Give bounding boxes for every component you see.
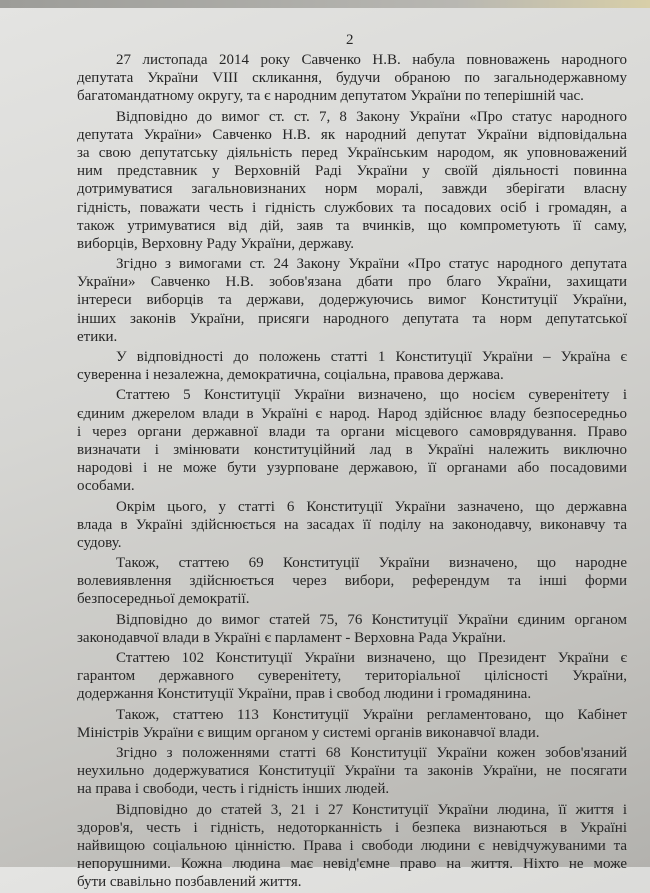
text-line: багатомандатному округу, та є народним депутатом України по теперішній час. [77, 88, 584, 105]
paragraph [77, 386, 627, 495]
text-line: влада в Україні здійснюється на засадах її поділу на законодавчу, виконавчу та [77, 516, 627, 533]
text-line: У відповідності до положень статті 1 Конституції України – Україна є [116, 349, 627, 365]
paragraph [77, 51, 627, 106]
text-line: Згідно з положеннями статті 68 Конституції України кожен зобов'язаний [116, 744, 627, 761]
text-line: на права і свободи, честь і гідність інших людей. [77, 781, 390, 798]
text-line: етики. [77, 328, 118, 345]
text-line: Статтею 5 Конституції України визначено, що носієм суверенітету і [116, 387, 627, 404]
text-line: Відповідно до вимог ст. ст. 7, 8 Закону України «Про статус народного [116, 108, 627, 125]
text-line: дотримуватися загальновизнаних норм моралі, завжди зберігати власну [77, 181, 627, 198]
text-line: Відповідно до вимог статей 75, 76 Конституції України єдиним органом [116, 611, 627, 628]
text-line: Окрім цього, у статті 6 Конституції України зазначено, що державна [116, 498, 627, 515]
text-line: Також, статтею 69 Конституції України визначено, що народне [116, 555, 627, 572]
text-line: гідність, поважати честь і гідність службових та посадових осіб і громадян, а [77, 199, 627, 216]
text-line: України» Савченко Н.В. зобов'язана дбати про благо України, захищати [77, 274, 627, 291]
paragraph [77, 348, 627, 384]
paragraph [77, 108, 627, 254]
text-line: визначати і змінювати конституційний лад в Україні належить виключно [77, 441, 627, 458]
text-line: безпосередньої демократії. [77, 591, 250, 608]
text-line: непорушними. Кожна людина має невід'ємне право на життя. Ніхто не може [77, 856, 627, 873]
paragraph [77, 498, 627, 553]
paragraph [77, 611, 627, 647]
text-line: суверенна і незалежна, демократична, соціальна, правова держава. [77, 367, 504, 384]
paragraph [77, 801, 627, 892]
paragraph [77, 744, 627, 799]
text-line: здоров'я, честь і гідність, недоторканність і безпека визнаються в Україні [77, 819, 627, 836]
text-line: волевиявлення здійснюється через вибори, референдум та інші форми [77, 573, 627, 590]
text-line: гарантом державного суверенітету, територіальної цілісності України, [77, 668, 627, 685]
text-line: ним представник у Верховній Раді України у своїй діяльності повинна [77, 163, 627, 180]
paragraph [77, 554, 627, 609]
text-line: Згідно з вимогами ст. 24 Закону України «Про статус народного депутата [116, 256, 627, 273]
text-line: народові і не може бути узурповане державою, її органами або посадовими [77, 460, 627, 477]
text-line: також утримуватися від дій, заяв та вчинків, що компрометують її саму, [77, 217, 627, 234]
text-line: судову. [77, 534, 122, 551]
text-line: Статтею 102 Конституції України визначено, що Президент України є [116, 650, 627, 666]
text-line: особами. [77, 478, 135, 495]
text-line: за свою депутатську діяльність перед Українським народом, як уповноважений [77, 144, 627, 161]
paragraph [77, 255, 627, 346]
photo-edge [0, 0, 650, 8]
document-body [77, 51, 627, 893]
text-line: 27 листопада 2014 року Савченко Н.В. набула повноважень народного [116, 52, 627, 68]
text-line: інтереси виборців та держави, додержуючись вимог Конституції України, [77, 292, 627, 309]
text-line: найвищою соціальною цінністю. Права і свободи людини є невідчужуваними та [77, 837, 627, 854]
text-line: виборців, Верховну Раду України, державу. [77, 235, 354, 252]
paragraph [77, 706, 627, 742]
text-line: бути свавільно позбавлений життя. [77, 874, 302, 891]
page-number: 2 [346, 32, 354, 48]
paragraph [77, 649, 627, 704]
text-line: депутата України» Савченко Н.В. як народний депутат України відповідальна [77, 126, 627, 143]
text-line: депутата України VIII скликання, будучи обраною по загальнодержавному [77, 70, 627, 87]
text-line: Також, статтею 113 Конституції України регламентовано, що Кабінет [116, 706, 627, 723]
text-line: додержання Конституції України, прав і свобод людини і громадянина. [77, 686, 532, 703]
text-line: і через органи державної влади та органи місцевого самоврядування. Право [77, 423, 627, 440]
text-line: Міністрів України є вищим органом у системі органів виконавчої влади. [77, 724, 540, 741]
text-line: єдиним джерелом влади в Україні є народ. Народ здійснює владу безпосередньо [77, 405, 627, 422]
text-line: неухильно додержуватися Конституції України та законів України, не посягати [77, 763, 627, 780]
text-line: законодавчої влади в Україні є парламент - Верховна Рада України. [77, 629, 507, 646]
text-line: інших законів України, присяги народного депутата та норм депутатської [77, 310, 627, 327]
text-line: Відповідно до статей 3, 21 і 27 Конституції України людина, її життя і [116, 801, 627, 818]
